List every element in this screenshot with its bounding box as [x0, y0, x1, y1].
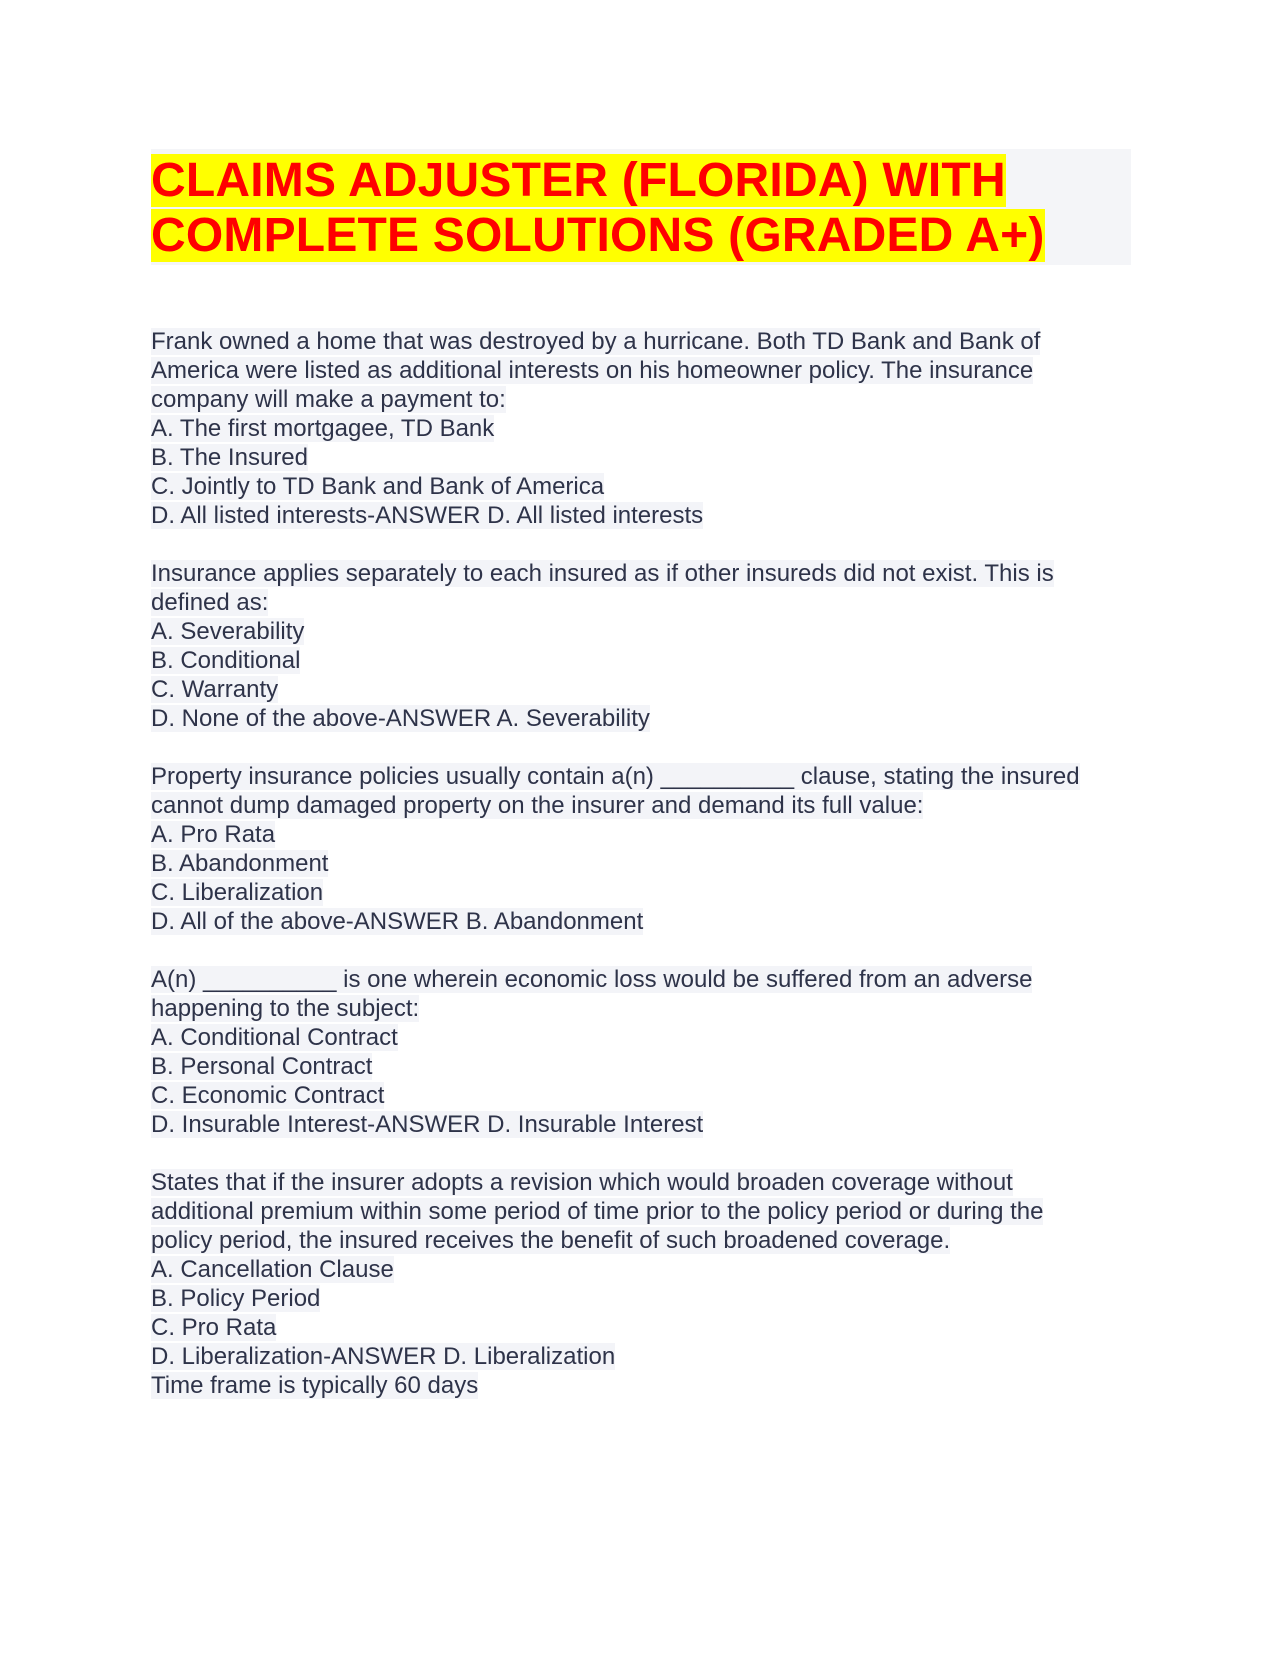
question-text-line: States that if the insurer adopts a revision which would broaden coverage without	[151, 1169, 1013, 1196]
answer-option-with-answer: D. All of the above-ANSWER B. Abandonment	[151, 908, 644, 935]
question-text-line: Property insurance policies usually contain a(n) __________ clause, stating the insured	[151, 763, 1080, 790]
answer-option-with-answer: D. All listed interests-ANSWER D. All listed interests	[151, 502, 704, 529]
answer-option: A. Conditional Contract	[151, 1024, 398, 1051]
question-text-line: company will make a payment to:	[151, 386, 506, 413]
question-block	[151, 1168, 1131, 1400]
answer-option: B. Personal Contract	[151, 1053, 373, 1080]
answer-option: A. Severability	[151, 618, 305, 645]
answer-option-with-answer: D. Insurable Interest-ANSWER D. Insurable Interest	[151, 1111, 704, 1138]
question-text-line: America were listed as additional interests on his homeowner policy. The insurance	[151, 357, 1034, 384]
answer-option: C. Pro Rata	[151, 1314, 277, 1341]
question-list	[151, 327, 1131, 1400]
question-block	[151, 559, 1131, 733]
document-title	[151, 149, 1131, 265]
answer-option-with-answer: D. Liberalization-ANSWER D. Liberalization	[151, 1343, 616, 1370]
question-text-line: defined as:	[151, 589, 269, 616]
answer-option-with-answer: D. None of the above-ANSWER A. Severability	[151, 705, 650, 732]
answer-option: A. Pro Rata	[151, 821, 276, 848]
question-block	[151, 965, 1131, 1139]
answer-option: C. Jointly to TD Bank and Bank of America	[151, 473, 605, 500]
answer-option: C. Liberalization	[151, 879, 324, 906]
question-text-line: Insurance applies separately to each insured as if other insureds did not exist. This is	[151, 560, 1054, 587]
question-block	[151, 762, 1131, 936]
question-block	[151, 327, 1131, 530]
question-text-line: policy period, the insured receives the benefit of such broadened coverage.	[151, 1227, 951, 1254]
answer-note: Time frame is typically 60 days	[151, 1372, 479, 1399]
title-line-1: CLAIMS ADJUSTER (FLORIDA) WITH	[151, 154, 1006, 207]
answer-option: B. Conditional	[151, 647, 301, 674]
answer-option: C. Economic Contract	[151, 1082, 385, 1109]
title-line-2: COMPLETE SOLUTIONS (GRADED A+)	[151, 209, 1045, 262]
answer-option: B. The Insured	[151, 444, 308, 471]
question-text-line: additional premium within some period of time prior to the policy period or during the	[151, 1198, 1044, 1225]
question-text-line: happening to the subject:	[151, 995, 420, 1022]
answer-option: A. The first mortgagee, TD Bank	[151, 415, 495, 442]
question-text-line: cannot dump damaged property on the insurer and demand its full value:	[151, 792, 924, 819]
answer-option: B. Abandonment	[151, 850, 329, 877]
question-text-line: Frank owned a home that was destroyed by a hurricane. Both TD Bank and Bank of	[151, 328, 1041, 355]
answer-option: B. Policy Period	[151, 1285, 321, 1312]
document-page	[151, 149, 1131, 1429]
answer-option: C. Warranty	[151, 676, 279, 703]
answer-option: A. Cancellation Clause	[151, 1256, 394, 1283]
question-text-line: A(n) __________ is one wherein economic loss would be suffered from an adverse	[151, 966, 1033, 993]
